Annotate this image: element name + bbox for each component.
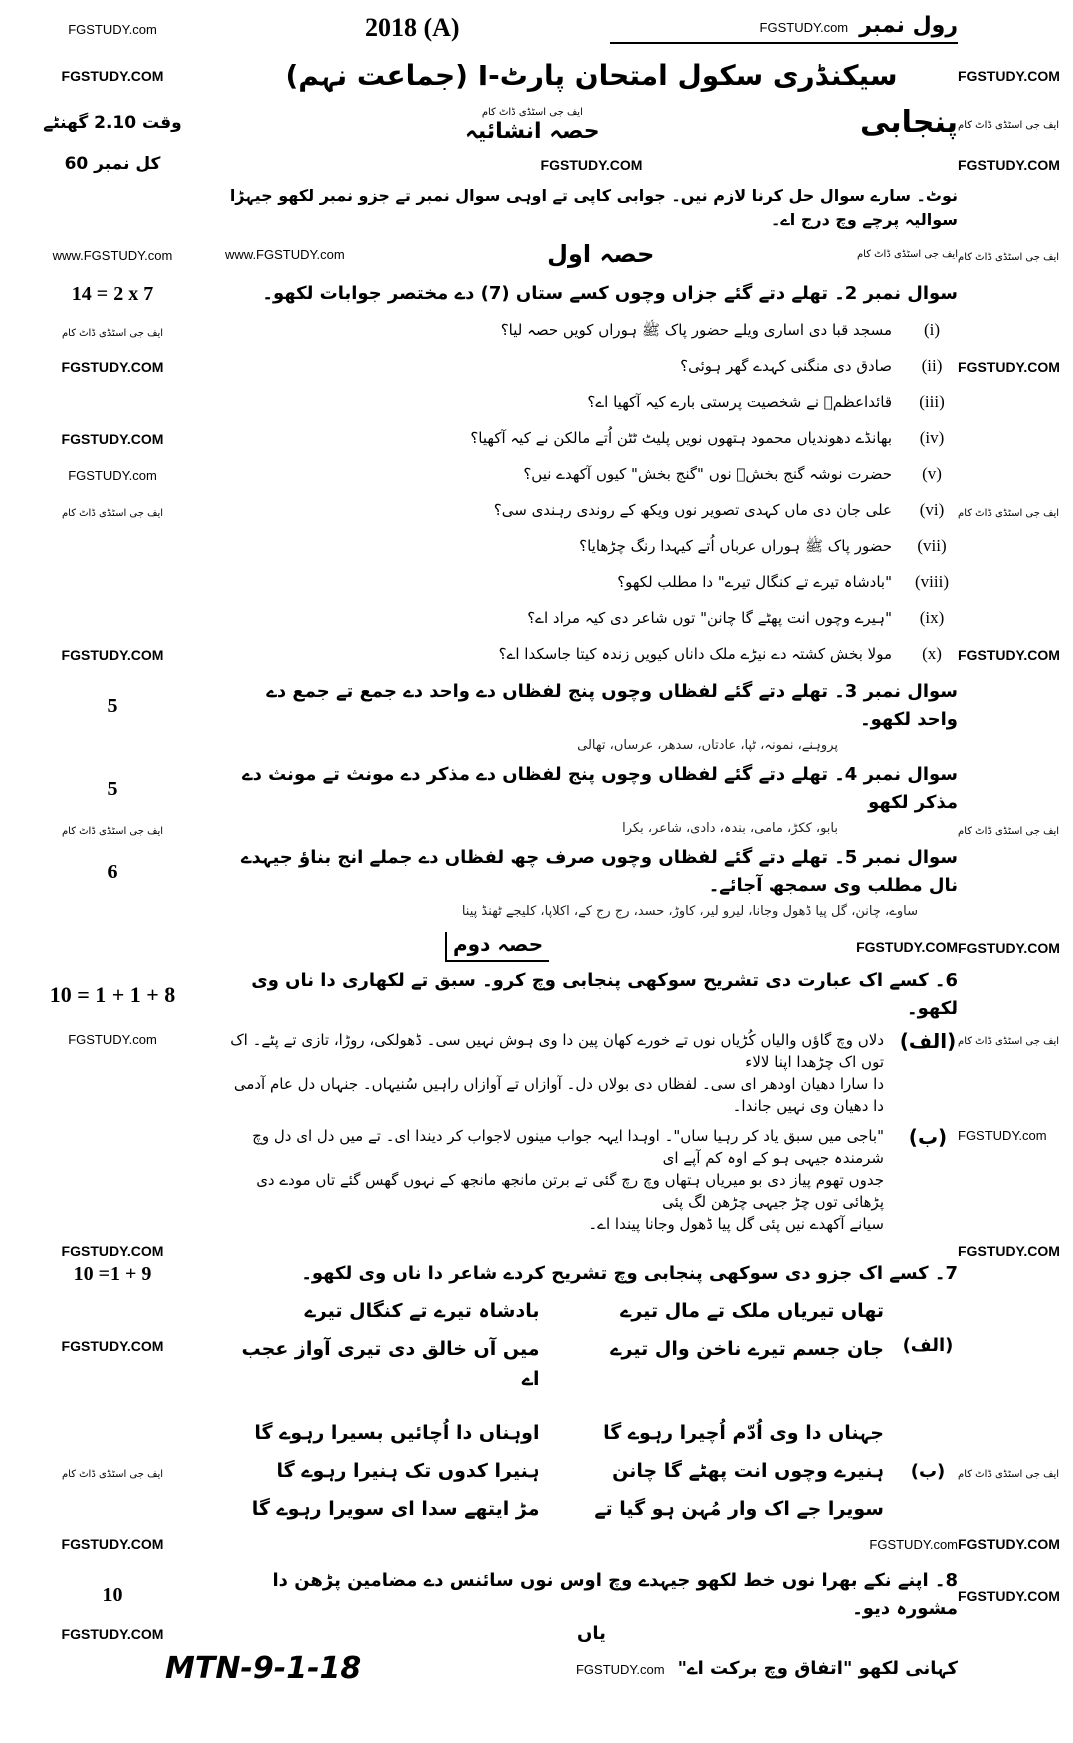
item-text: "بادشاہ تیرے تے کنگال تیرے" دا مطلب لکھو؟ xyxy=(617,573,892,591)
passage-a-row xyxy=(0,1029,1073,1117)
roll-number-label: رول نمبر xyxy=(859,12,958,38)
question-3-words: پروہنے، نمونہ، ٹپا، عادتاں، سدھر، عرساں، تھالی xyxy=(577,738,838,753)
watermark: FGSTUDY.com xyxy=(958,1128,1047,1143)
watermark: ایف جی اسٹڈی ڈاٹ کام xyxy=(958,507,1060,519)
passage-b-line: "باجی میں سبق یاد کر رہیا ساں"۔ اوہدا ایہہ جواب مینوں لاجواب کر دیندا ای۔ تے میں دل ای دل وچ شرمندہ جیہی ہو کے اوہ کم آپے ای xyxy=(252,1127,884,1167)
item-text: قائداعظمؒ نے شخصیت پرستی بارے کیہ آکھیا اے؟ xyxy=(587,393,892,411)
item-number: (viii) xyxy=(915,572,949,591)
passage-b-label: (ب) xyxy=(908,1125,948,1149)
watermark: FGSTUDY.com xyxy=(869,1537,958,1552)
watermark: FGSTUDY.COM xyxy=(61,430,164,447)
verse-line: ہنیرے وچوں انت پھٹے گا چانن xyxy=(612,1460,884,1482)
question-7: 7۔ کسے اک جزو دی سوکھی پنجابی وچ تشریح کردے شاعر دا ناں وی لکھو۔ xyxy=(301,1263,958,1284)
item-number: (i) xyxy=(923,320,941,339)
watermark: ایف جی اسٹڈی ڈاٹ کام xyxy=(958,826,1060,837)
passage-a-line: دا سارا دھیان اودھر ای سی۔ لفظاں دی بولاں دل۔ آوازاں تے آوازاں راہیں سُنیہاں۔ جنہاں دل عام آدمی دا دھیان وی نہیں جاندا۔ xyxy=(233,1075,884,1115)
watermark: ایف جی اسٹڈی ڈاٹ کام xyxy=(61,1468,164,1480)
passage-a-line: دلاں وچ گاؤں والیاں کُڑیاں نوں تے خورے کھان پین دا وی ہوش نہیں سی۔ ڈھولکی، روڑا، تازی تے پٹے۔ اک توں اک چڑھدا اپنا لالاء xyxy=(230,1031,884,1071)
time-allowed: وقت 2.10 گھنٹے xyxy=(43,112,182,133)
item-number: (v) xyxy=(922,464,942,483)
question-6-marks: 10 = 1 + 1 + 8 xyxy=(49,982,176,1007)
part-one-heading: حصہ اول xyxy=(547,240,655,268)
item-text: علی جان دی ماں کہدی تصویر نوں ویکھ کے روندی رہندی سی؟ xyxy=(493,501,892,519)
question-2-items xyxy=(0,312,1073,672)
question-6-row xyxy=(0,967,1073,1023)
question-5: سوال نمبر 5۔ تھلے دتے گئے لفظاں وچوں صرف چھ لفظاں دے جملے انج بناؤ جیہدے نال مطلب وی سمجھ آجائے۔ xyxy=(240,847,958,896)
question-3-marks: 5 xyxy=(107,694,118,717)
watermark: FGSTUDY.COM xyxy=(958,358,1060,375)
verse-line: تھاں تیریاں ملک تے مال تیرے xyxy=(620,1300,884,1322)
verse-line: بادشاہ تیرے تے کنگال تیرے xyxy=(304,1300,540,1322)
item-text: مولا بخش کشتہ دے نیڑے ملک داناں کیویں زندہ کیتا جاسکدا اے؟ xyxy=(498,645,892,663)
item-text: بھانڈے دھوندیاں محمود ہتھوں نویں پلیٹ ٹٹن اُتے مالکن نے کیہ آکھیا؟ xyxy=(470,429,892,447)
question-7-row xyxy=(0,1260,1073,1288)
watermark: ایف جی اسٹڈی ڈاٹ کام xyxy=(61,826,164,837)
watermark: FGSTUDY.COM xyxy=(958,939,1060,956)
item-text: حضور پاک ﷺ ہوراں عرباں اُتے کیہدا رنگ چڑھایا؟ xyxy=(579,537,892,555)
watermark: FGSTUDY.COM xyxy=(61,1243,164,1259)
watermark: www.FGSTUDY.com xyxy=(52,247,173,263)
passage-b-line: سیانے آکھدے نیں پئی گل پیا ڈھول وجانا پیندا اے۔ xyxy=(588,1215,884,1233)
note-row xyxy=(0,184,1073,232)
question-8-marks: 10 xyxy=(102,1583,123,1606)
question-5-words: ساوے، چانن، گل پیا ڈھول وجانا، لیرو لیر، کاوڑ، حسد، رج رج کے، اکلاپا، کلیجے ٹھنڈ پینا xyxy=(461,904,918,919)
passage-b-row xyxy=(0,1125,1073,1235)
watermark: FGSTUDY.COM xyxy=(958,67,1060,84)
item-number: (iv) xyxy=(919,428,945,447)
question-8: 8۔ اپنے نکے بھرا نوں خط لکھو جیہدے وچ اوس نوں سائنس دے مضامین پڑھن دا مشورہ دیو۔ xyxy=(272,1570,958,1619)
question-5-marks: 6 xyxy=(107,860,118,883)
poem-b-label: (ب) xyxy=(910,1460,946,1482)
item-text: صادق دی منگنی کہدے گھر ہوئی؟ xyxy=(680,357,892,375)
watermark: FGSTUDY.com xyxy=(575,1661,665,1677)
watermark: ایف جی اسٹڈی ڈاٹ کام xyxy=(958,119,1060,131)
header-row xyxy=(0,6,1073,50)
question-7-marks: 10 =1 + 9 xyxy=(73,1262,152,1285)
verse-line: جان جسم تیرے ناخن وال تیرے xyxy=(610,1338,884,1360)
instructions-note: نوٹ۔ سارے سوال حل کرنا لازم نیں۔ جوابی کاپی تے اوہی سوال نمبر تے جزو نمبر لکھو جیہڑا سوالیہ پرچے وچ درج اے۔ xyxy=(229,186,958,229)
poem-b-row xyxy=(0,1418,1073,1524)
exam-title: سیکنڈری سکول امتحان پارٹ-I (جماعت نہم) xyxy=(285,58,898,92)
paper-code: MTN-9-1-18 xyxy=(165,1650,362,1686)
question-4-row xyxy=(0,761,1073,817)
item-number: (vi) xyxy=(919,500,945,519)
watermark: FGSTUDY.COM xyxy=(61,1626,164,1642)
question-6: 6۔ کسے اک عبارت دی تشریح سوکھی پنجابی وچ کرو۔ سبق تے لکھاری دا ناں وی لکھو۔ xyxy=(251,970,958,1019)
question-5-words-row xyxy=(0,900,1073,923)
question-8-row xyxy=(0,1567,1073,1623)
item-number: (ii) xyxy=(921,356,943,375)
title-row xyxy=(0,50,1073,100)
verse-line: ہنیرا کدوں تک ہنیرا رہوے گا xyxy=(276,1460,540,1482)
watermark: FGSTUDY.COM xyxy=(61,1536,164,1552)
part-one-row xyxy=(0,232,1073,276)
question-2-row xyxy=(0,276,1073,312)
watermark: FGSTUDY.COM xyxy=(61,67,164,84)
watermark: FGSTUDY.COM xyxy=(61,358,164,375)
subject-title: پنجابی xyxy=(859,104,958,140)
watermark: ایف جی اسٹڈی ڈاٹ کام xyxy=(958,251,1060,263)
poem-a-row xyxy=(0,1296,1073,1394)
watermark: FGSTUDY.COM xyxy=(958,156,1060,173)
item-number: (ix) xyxy=(919,608,945,627)
question-3-words-row xyxy=(0,734,1073,757)
verse-line: میں آں خالق دی تیری آواز عجب اے xyxy=(241,1338,540,1390)
watermark: ایف جی اسٹڈی ڈاٹ کام xyxy=(481,107,583,118)
item-text: "ہیرے وچوں انت پھٹے گا چانن" توں شاعر دی کیہ مراد اے؟ xyxy=(527,609,892,627)
watermark: FGSTUDY.COM xyxy=(958,646,1060,663)
watermark: FGSTUDY.com xyxy=(759,19,849,35)
part-two-row xyxy=(0,927,1073,967)
item-number: (x) xyxy=(922,644,942,663)
total-marks: کل نمبر 60 xyxy=(64,154,161,174)
part-two-heading: حصہ دوم xyxy=(445,932,549,962)
verse-line: جہناں دا وی اُدّم اُچیرا رہوے گا xyxy=(603,1422,884,1444)
watermark: FGSTUDY.COM xyxy=(958,1536,1060,1552)
marks-row xyxy=(0,144,1073,184)
watermark: FGSTUDY.COM xyxy=(61,1337,164,1354)
watermark: ایف جی اسٹڈی ڈاٹ کام xyxy=(958,1036,1060,1047)
question-2: سوال نمبر 2۔ تھلے دتے گئے جزاں وچوں کسے ستاں (7) دے مختصر جوابات لکھو۔ xyxy=(262,283,958,304)
watermark: FGSTUDY.COM xyxy=(958,1587,1060,1604)
verse-line: اوہناں دا اُچائیں بسیرا رہوے گا xyxy=(254,1422,540,1444)
watermark: www.FGSTUDY.com xyxy=(225,246,345,262)
watermark: ایف جی اسٹڈی ڈاٹ کام xyxy=(856,248,958,260)
question-8-or: یاں xyxy=(577,1623,606,1644)
question-8-alternative: کہانی لکھو "اتفاق وچ برکت اے" xyxy=(677,1657,958,1679)
watermark: ایف جی اسٹڈی ڈاٹ کام xyxy=(61,507,164,519)
watermark: ایف جی اسٹڈی ڈاٹ کام xyxy=(61,327,164,339)
passage-a-label: (الف) xyxy=(899,1029,957,1053)
question-8-or-row xyxy=(0,1623,1073,1644)
item-number: (iii) xyxy=(919,392,945,411)
question-3-row xyxy=(0,678,1073,734)
watermark-row xyxy=(0,1534,1073,1553)
poem-a-label: (الف) xyxy=(902,1334,954,1356)
watermark: FGSTUDY.COM xyxy=(958,1243,1060,1259)
question-8-alt-row xyxy=(0,1644,1073,1692)
item-text: مسجد قبا دی اساری ویلے حضور پاک ﷺ ہوراں کویں حصہ لیا؟ xyxy=(500,321,892,339)
watermark: FGSTUDY.COM xyxy=(61,646,164,663)
exam-year: 2018 (A) xyxy=(365,13,460,42)
question-4-marks: 5 xyxy=(107,777,118,800)
watermark-row xyxy=(0,1241,1073,1260)
question-3: سوال نمبر 3۔ تھلے دتے گئے لفظاں وچوں پنج لفظاں دے واحد دے جمع تے جمع دے واحد لکھو۔ xyxy=(266,681,958,730)
watermark: FGSTUDY.com xyxy=(68,467,157,483)
question-2-marks: 14 = 2 x 7 xyxy=(71,282,154,305)
watermark: FGSTUDY.COM xyxy=(540,156,643,173)
item-text: حضرت نوشہ گنج بخشؒ نوں "گنج بخش" کیوں آکھدے نیں؟ xyxy=(523,465,892,483)
watermark: FGSTUDY.com xyxy=(68,21,157,37)
question-4-words: بابو، ککڑ، مامی، بندہ، دادی، شاعر، بکرا xyxy=(622,821,838,836)
item-number: (vii) xyxy=(917,536,947,555)
verse-line: سویرا جے اک وار مُہن ہو گیا تے xyxy=(594,1498,884,1520)
question-5-row xyxy=(0,844,1073,900)
passage-b-line: جدوں تھوم پیاز دی بو میریاں ہتھاں وچ رچ گئی تے برتن مانجھ مانجھ کے نہوں گھس گئے تاں مودے دی پڑھائی توں چڑ جیہی چڑھن لگ پئی xyxy=(256,1171,884,1211)
question-4: سوال نمبر 4۔ تھلے دتے گئے لفظاں وچوں پنج لفظاں دے مذکر دے مونث تے مونث دے مذکر لکھو xyxy=(242,764,958,813)
question-4-words-row xyxy=(0,817,1073,840)
section-title: حصہ انشائیہ xyxy=(465,119,600,144)
watermark: ایف جی اسٹڈی ڈاٹ کام xyxy=(958,1468,1060,1480)
watermark: FGSTUDY.com xyxy=(68,1032,157,1047)
verse-line: مڑ ایتھے سدا ای سویرا رہوے گا xyxy=(251,1498,540,1520)
watermark: FGSTUDY.COM xyxy=(856,939,958,955)
section-row xyxy=(0,100,1073,144)
